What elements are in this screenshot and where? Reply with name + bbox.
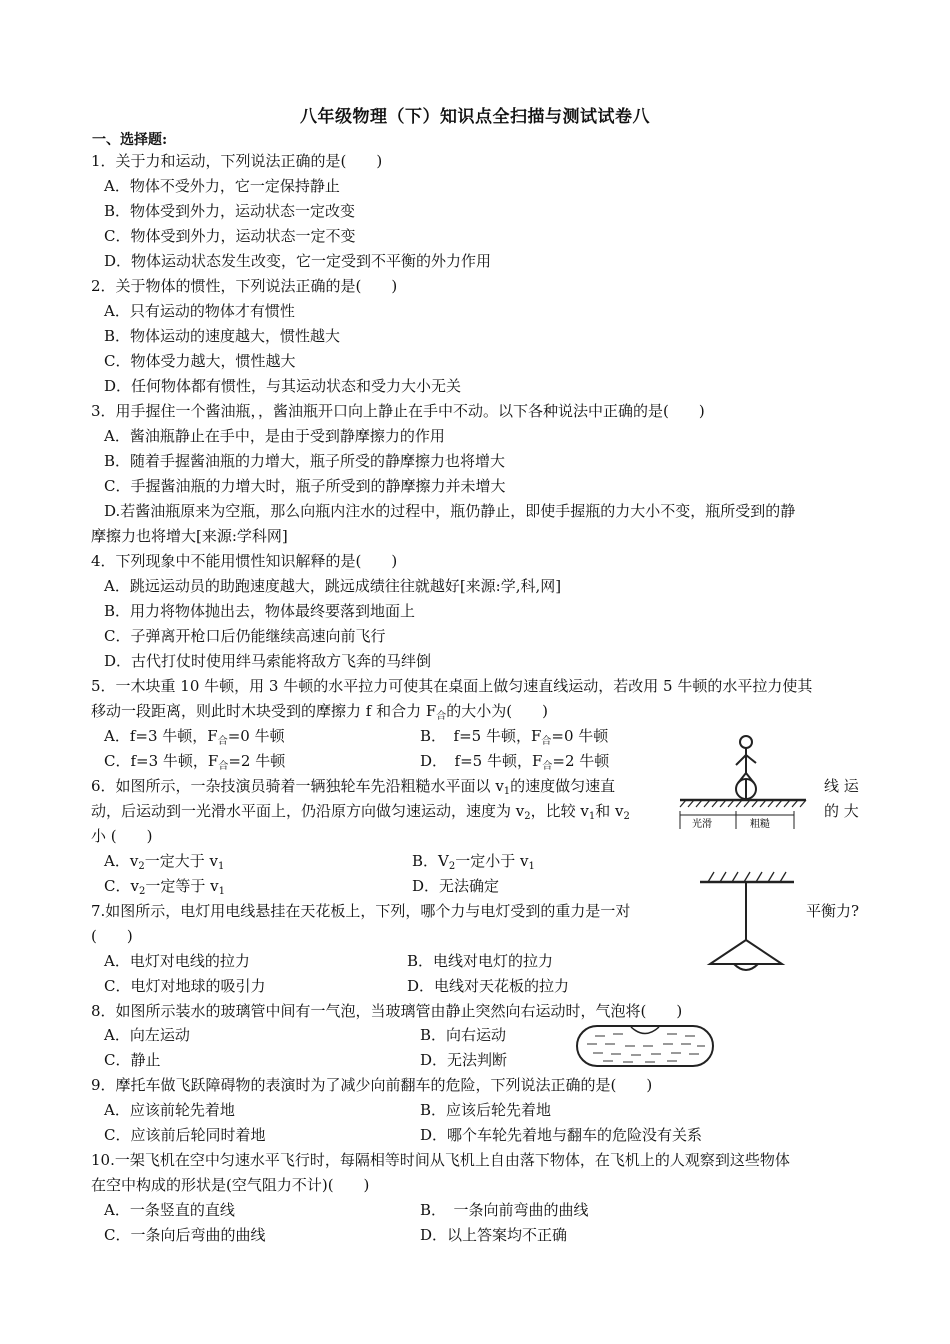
q1-option-c: C．物体受到外力，运动状态一定不变	[104, 227, 356, 245]
q6-stem-end: 线 运	[824, 777, 859, 795]
q6-option-a: A．$v_2$一定大于 $v_1$	[104, 852, 225, 872]
fig-label-rough: 粗糙	[750, 819, 770, 830]
q10-stem: 10.一架飞机在空中匀速水平飞行时，每隔相等时间从飞机上自由落下物体，在飞机上的人观察到这些物体	[91, 1151, 790, 1169]
q2-option-a: A．只有运动的物体才有惯性	[104, 302, 295, 320]
q3-option-c: C．手握酱油瓶的力增大时，瓶子所受到的静摩擦力并未增大	[104, 477, 506, 495]
q9-option-d: D．哪个车轮先着地与翻车的危险没有关系	[420, 1126, 703, 1144]
q6-option-b: B．$V_2$一定小于 $v_1$	[412, 852, 535, 872]
section-heading: 一、选择题:	[92, 132, 168, 148]
q6-stem: 6．如图所示，一杂技演员骑着一辆独轮车先沿粗糙水平面以 $v_1$的速度做匀速直	[91, 777, 616, 797]
q6-stem-cont: 动，后运动到一光滑水平面上，仍沿原方向做匀速运动，速度为 $v_2$，比较 $v_1$和 $v_2$	[91, 802, 630, 822]
q5-option-b: B． f=5 牛顿，$F_合=0$ 牛顿	[420, 727, 609, 747]
q3-option-d-cont: 摩擦力也将增大[来源:学科网]	[91, 527, 288, 545]
q8-stem: 8．如图所示装水的玻璃管中间有一气泡，当玻璃管由静止突然向右运动时，气泡将( )	[91, 1002, 683, 1020]
q5-option-c: C．f=3 牛顿，$F_合=2$ 牛顿	[104, 752, 286, 772]
q1-stem: 1．关于力和运动，下列说法正确的是( )	[91, 152, 383, 170]
q6-stem-cont-end: 的 大	[824, 802, 859, 820]
q9-option-b: B．应该后轮先着地	[420, 1101, 552, 1119]
q8-option-a: A．向左运动	[104, 1026, 190, 1044]
q7-stem: 7.如图所示，电灯用电线悬挂在天花板上，下列，哪个力与电灯受到的重力是一对	[91, 902, 631, 920]
unicycle-figure	[676, 733, 808, 833]
hanging-lamp-figure	[696, 868, 798, 978]
q5-option-a: A．f=3 牛顿，$F_合=0$ 牛顿	[104, 727, 285, 747]
q4-option-c: C．子弹离开枪口后仍能继续高速向前飞行	[104, 627, 386, 645]
q10-stem-cont: 在空中构成的形状是(空气阻力不计)( )	[91, 1176, 370, 1194]
q2-stem: 2．关于物体的惯性，下列说法正确的是( )	[91, 277, 398, 295]
q10-option-b: B． 一条向前弯曲的曲线	[420, 1201, 589, 1219]
fig-label-smooth: 光滑	[692, 819, 712, 830]
q4-option-b: B．用力将物体抛出去，物体最终要落到地面上	[104, 602, 416, 620]
q5-option-d: D． f=5 牛顿，$F_合=2$ 牛顿	[420, 752, 610, 772]
q6-option-d: D．无法确定	[412, 877, 500, 895]
q3-option-d: D.若酱油瓶原来为空瓶，那么向瓶内注水的过程中，瓶仍静止，即使手握瓶的力大小不变，瓶所受到的静	[104, 502, 796, 520]
q1-option-d: D．物体运动状态发生改变，它一定受到不平衡的外力作用	[104, 252, 492, 270]
q5-stem: 5．一木块重 10 牛顿，用 3 牛顿的水平拉力可使其在桌面上做匀速直线运动，若改用 5 牛顿的水平拉力使其	[91, 677, 813, 695]
q4-option-a: A．跳远运动员的助跑速度越大，跳远成绩往往就越好[来源:学,科,网]	[104, 577, 562, 595]
q1-option-b: B．物体受到外力，运动状态一定改变	[104, 202, 356, 220]
q4-option-d: D．古代打仗时使用绊马索能将敌方飞奔的马绊倒	[104, 652, 432, 670]
q2-option-c: C．物体受力越大，惯性越大	[104, 352, 296, 370]
q3-stem: 3．用手握住一个酱油瓶，，酱油瓶开口向上静止在手中不动。以下各种说法中正确的是( )	[91, 402, 705, 420]
q7-option-a: A．电灯对电线的拉力	[104, 952, 250, 970]
q6-stem-last: 小 ( )	[91, 827, 153, 845]
q10-option-d: D．以上答案均不正确	[420, 1226, 568, 1244]
q1-option-a: A．物体不受外力，它一定保持静止	[104, 177, 340, 195]
glass-tube-figure	[575, 1024, 715, 1068]
q2-option-d: D．任何物体都有惯性，与其运动状态和受力大小无关	[104, 377, 462, 395]
q3-option-a: A．酱油瓶静止在手中，是由于受到静摩擦力的作用	[104, 427, 445, 445]
q3-option-b: B．随着手握酱油瓶的力增大，瓶子所受的静摩擦力也将增大	[104, 452, 506, 470]
q10-option-a: A．一条竖直的直线	[104, 1201, 235, 1219]
q4-stem: 4．下列现象中不能用惯性知识解释的是( )	[91, 552, 398, 570]
q8-option-b: B．向右运动	[420, 1026, 507, 1044]
q2-option-b: B．物体运动的速度越大，惯性越大	[104, 327, 341, 345]
q7-paren: ( )	[91, 927, 133, 945]
q5-stem-cont: 移动一段距离，则此时木块受到的摩擦力 f 和合力 $F_合$的大小为( )	[91, 702, 548, 722]
q6-option-c: C．$v_2$一定等于 $v_1$	[104, 877, 225, 897]
q9-option-a: A．应该前轮先着地	[104, 1101, 235, 1119]
q8-option-c: C．静止	[104, 1051, 161, 1069]
q9-stem: 9．摩托车做飞跃障碍物的表演时为了减少向前翻车的危险，下列说法正确的是( )	[91, 1076, 653, 1094]
q7-option-b: B．电线对电灯的拉力	[407, 952, 554, 970]
q7-option-d: D．电线对天花板的拉力	[407, 977, 570, 995]
q7-option-c: C．电灯对地球的吸引力	[104, 977, 266, 995]
q8-option-d: D．无法判断	[420, 1051, 508, 1069]
page-title: 八年级物理（下）知识点全扫描与测试试卷八	[300, 107, 650, 127]
q10-option-c: C．一条向后弯曲的曲线	[104, 1226, 266, 1244]
q9-option-c: C．应该前后轮同时着地	[104, 1126, 266, 1144]
q7-stem-end: 平衡力?	[806, 902, 860, 920]
